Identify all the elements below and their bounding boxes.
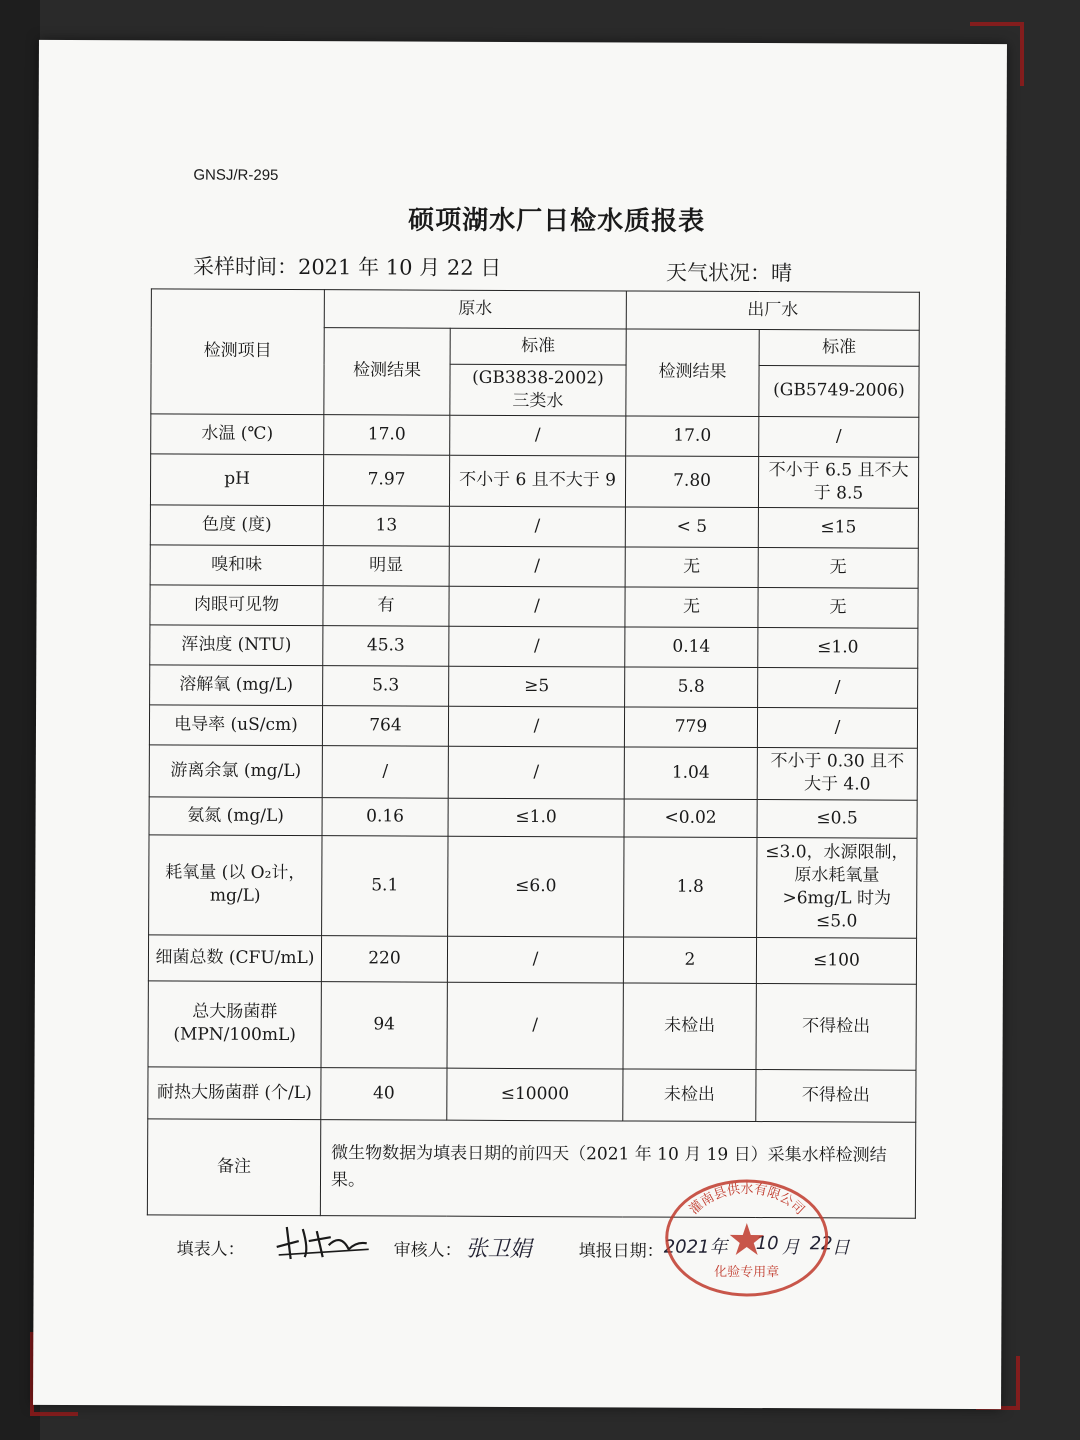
cell-raw-standard: / bbox=[448, 706, 624, 747]
cell-raw-result: 明显 bbox=[323, 545, 449, 586]
cell-out-result: 1.04 bbox=[624, 747, 757, 800]
cell-raw-standard: / bbox=[448, 746, 624, 799]
table-row bbox=[150, 545, 918, 588]
table-row bbox=[150, 505, 918, 548]
cell-out-standard: ≤0.5 bbox=[757, 799, 917, 838]
cell-raw-standard: ≤1.0 bbox=[448, 798, 624, 837]
stamp-star-icon bbox=[730, 1223, 764, 1255]
cell-out-result: 1.8 bbox=[624, 837, 757, 938]
header-out-standard: 标准 bbox=[759, 330, 919, 367]
cell-raw-standard: / bbox=[447, 936, 623, 983]
header-out-water: 出厂水 bbox=[626, 291, 919, 330]
table-row bbox=[148, 935, 916, 984]
cell-raw-standard: / bbox=[450, 415, 626, 456]
cell-out-result: 无 bbox=[625, 547, 758, 588]
cell-raw-result: 17.0 bbox=[324, 415, 450, 456]
sample-time bbox=[193, 251, 501, 282]
cell-out-result: 未检出 bbox=[623, 1069, 756, 1122]
cell-out-result: 5.8 bbox=[625, 667, 758, 708]
official-stamp bbox=[662, 1173, 833, 1299]
cell-raw-result: / bbox=[322, 745, 448, 798]
header-raw-result: 检测结果 bbox=[324, 328, 450, 415]
cell-out-result: 17.0 bbox=[626, 416, 759, 457]
water-quality-table bbox=[147, 288, 920, 1218]
raw-standard-class: 三类水 bbox=[512, 390, 564, 412]
cell-raw-standard: / bbox=[449, 626, 625, 667]
cell-raw-standard: / bbox=[449, 506, 625, 547]
cell-item: 电导率 (uS/cm) bbox=[149, 705, 322, 746]
cell-item: 氨氮 (mg/L) bbox=[149, 797, 322, 836]
cell-out-standard: ≤100 bbox=[756, 937, 916, 984]
cell-item: 总大肠菌群 (MPN/100mL) bbox=[148, 981, 321, 1068]
cell-out-standard: ≤15 bbox=[758, 507, 918, 548]
cell-raw-standard: ≤6.0 bbox=[448, 836, 624, 937]
cell-raw-result: 764 bbox=[322, 705, 448, 746]
cell-item: 溶解氧 (mg/L) bbox=[150, 665, 323, 706]
cell-item: 嗅和味 bbox=[150, 545, 323, 586]
cell-item: 肉眼可见物 bbox=[150, 585, 323, 626]
cell-item: pH bbox=[150, 454, 323, 506]
cell-out-standard: / bbox=[758, 667, 918, 708]
cell-out-result: <0.02 bbox=[624, 799, 757, 838]
table-header-row bbox=[151, 289, 919, 330]
cell-raw-standard: / bbox=[447, 982, 623, 1069]
stamp-text-bottom: 化验专用章 bbox=[714, 1264, 780, 1281]
remark-label: 备注 bbox=[147, 1119, 320, 1216]
cell-item: 细菌总数 (CFU/mL) bbox=[148, 935, 321, 982]
table-row bbox=[149, 705, 917, 748]
cell-out-standard: 无 bbox=[758, 547, 918, 588]
cell-out-standard: 无 bbox=[758, 587, 918, 628]
header-raw-standard-code bbox=[450, 364, 626, 416]
table-row bbox=[150, 665, 918, 708]
cell-raw-result: 有 bbox=[323, 585, 449, 626]
cell-out-result: 无 bbox=[625, 587, 758, 628]
cell-raw-result: 7.97 bbox=[323, 455, 449, 506]
report-date-month: 10 bbox=[755, 1233, 779, 1255]
cell-raw-standard: 不小于 6 且不大于 9 bbox=[449, 455, 625, 507]
cell-out-standard: ≤3.0，水源限制，原水耗氧量>6mg/L 时为≤5.0 bbox=[757, 837, 917, 938]
cell-out-standard: 不得检出 bbox=[756, 983, 916, 1070]
header-out-standard-code: (GB5749-2006) bbox=[759, 366, 919, 418]
sample-time-value: 2021 年 10 月 22 日 bbox=[297, 255, 502, 280]
table-row bbox=[148, 1067, 916, 1122]
table-row bbox=[149, 745, 917, 800]
report-date-day-unit: 日 bbox=[831, 1237, 850, 1259]
cell-item: 耐热大肠菌群 (个/L) bbox=[148, 1067, 321, 1120]
weather-value: 晴 bbox=[770, 261, 793, 286]
filler-signature bbox=[269, 1219, 379, 1264]
stamp-text-top-path: 灌南县供水有限公司 bbox=[686, 1181, 808, 1219]
table-row bbox=[149, 835, 917, 938]
cell-out-standard: ≤1.0 bbox=[758, 627, 918, 668]
cell-out-result: 779 bbox=[624, 707, 757, 748]
cell-out-standard: 不得检出 bbox=[756, 1069, 916, 1122]
table-row bbox=[150, 454, 918, 508]
cell-raw-result: 45.3 bbox=[323, 625, 449, 666]
table-row bbox=[150, 585, 918, 628]
cell-out-result: 0.14 bbox=[625, 627, 758, 668]
filler-label: 填表人： bbox=[176, 1239, 245, 1260]
cell-item: 游离余氯 (mg/L) bbox=[149, 745, 322, 798]
cell-raw-standard: / bbox=[449, 586, 625, 627]
cell-raw-standard: / bbox=[449, 546, 625, 587]
weather-label: 天气状况： bbox=[665, 260, 772, 286]
cell-out-standard: 不小于 6.5 且不大于 8.5 bbox=[758, 456, 918, 508]
reviewer-label: 审核人： bbox=[393, 1240, 462, 1261]
cell-raw-result: 40 bbox=[321, 1067, 447, 1120]
cell-raw-result: 13 bbox=[323, 505, 449, 546]
table-row bbox=[148, 981, 916, 1070]
sample-time-label: 采样时间： bbox=[192, 254, 299, 280]
cell-raw-result: 5.3 bbox=[323, 665, 449, 706]
report-paper bbox=[33, 40, 1007, 1409]
report-date-day: 22 bbox=[809, 1233, 833, 1255]
cell-out-result: 2 bbox=[623, 937, 756, 984]
header-item: 检测项目 bbox=[151, 289, 325, 415]
cell-item: 色度 (度) bbox=[150, 505, 323, 546]
report-date-label: 填报日期： bbox=[578, 1241, 664, 1262]
document-title: 硕项湖水厂日检水质报表 bbox=[408, 205, 706, 237]
cell-out-standard: / bbox=[757, 707, 917, 748]
cell-out-result: 未检出 bbox=[623, 983, 756, 1070]
cell-raw-result: 0.16 bbox=[322, 797, 448, 836]
report-date-month-unit: 月 bbox=[781, 1237, 800, 1259]
header-raw-water: 原水 bbox=[324, 290, 626, 329]
cell-raw-standard: ≤10000 bbox=[447, 1068, 623, 1121]
stamp-text-top bbox=[686, 1181, 807, 1218]
remark-text: 微生物数据为填表日期的前四天（2021 年 10 月 19 日）采集水样检测结果。 bbox=[320, 1119, 915, 1218]
report-date-year: 2021年 bbox=[663, 1236, 728, 1258]
cell-raw-standard: ≥5 bbox=[449, 666, 625, 707]
cell-out-result: 7.80 bbox=[625, 456, 758, 507]
header-out-result: 检测结果 bbox=[626, 329, 759, 416]
document-code: GNSJ/R-295 bbox=[193, 166, 279, 184]
cell-item: 耗氧量 (以 O₂计，mg/L) bbox=[149, 835, 322, 936]
table-row bbox=[149, 797, 917, 838]
raw-standard-code: (GB3838-2002) bbox=[472, 367, 604, 389]
cell-out-standard: / bbox=[759, 416, 919, 457]
cell-out-standard: 不小于 0.30 且不大于 4.0 bbox=[757, 747, 917, 800]
cell-item: 水温 (℃) bbox=[151, 414, 324, 455]
weather bbox=[666, 257, 792, 288]
table-row bbox=[150, 625, 918, 668]
reviewer-signature: 张卫娟 bbox=[465, 1236, 532, 1263]
cell-item: 浑浊度 (NTU) bbox=[150, 625, 323, 666]
table-row bbox=[151, 414, 919, 457]
cell-out-result: < 5 bbox=[625, 507, 758, 548]
cell-raw-result: 5.1 bbox=[322, 835, 448, 936]
cell-raw-result: 220 bbox=[321, 935, 447, 982]
header-raw-standard: 标准 bbox=[450, 328, 626, 365]
cell-raw-result: 94 bbox=[321, 981, 447, 1068]
